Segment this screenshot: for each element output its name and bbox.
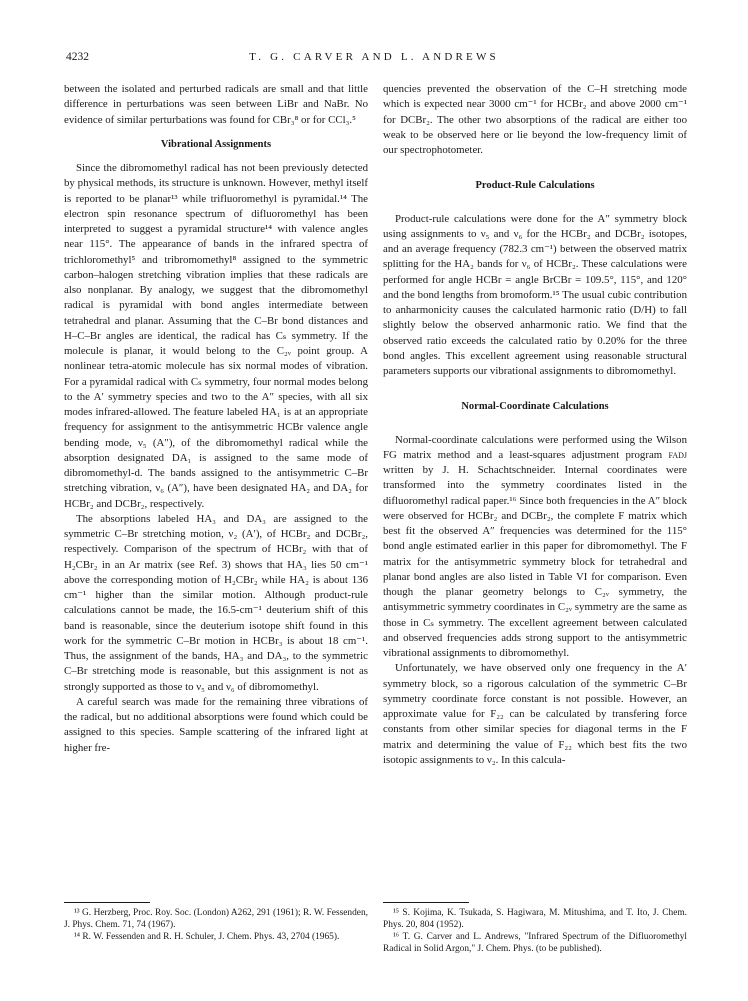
paragraph-vibrational-2: The absorptions labeled HA₃ and DA₃ are assigned to the symmetric C–Br stretching motion, ν₂ (A′), of HCBr₂ and DCBr₂, respectively. Comparison of the spectrum of HCBr₂ with that of H₂CBr₂ in an Ar matrix (see Ref. 3) shows that HA₃ lies 50 cm⁻¹ above the corresponding motion of H₂CBr₂ while HA₂ is about 136 cm⁻¹ higher than the similar motion. Although product-rule calculations cannot be made, the 16.5-cm⁻¹ deuterium shift of this band is reasonable, since the deuterium isotope shift found in this work for the symmetric C–Br motion in HCBr₃ is about 18 cm⁻¹. Thus, the assignment of the bands, HA₃ and DA₃, to the symmetric C–Br stretching mode is reasonable, but this assignment is not as strongly supported as those to ν₅ and ν₆ of dibromomethyl. xyxy=(64,512,368,693)
section-heading-product-rule: Product-Rule Calculations xyxy=(475,180,595,192)
paragraph-vibrational-1: Since the dibromomethyl radical has not been previously detected by physical methods, its structure is unknown. However, methyl itself is reported to be planar¹³ while trifluoromethyl is pyramidal.¹⁴ The electron spin resonance spectrum of difluoromethyl has been interpreted to suggest a pyramidal structure¹⁴ with valence angles near 115°. The appearance of bands in the infrared spectra of trichloromethyl⁵ and tribromomethyl⁸ assigned to the symmetric carbon–halogen stretching vibration implies that these radicals are also nonplanar. By analogy, we suggest that the dibromomethyl radical is pyramidal with bond angles intermediate between tetrahedral and planar. Assuming that the C–Br bond distances and H–C–Br angles are identical, the radical has Cₛ symmetry. If the molecule is planar, it would belong to the C₂ᵥ point group. A nonlinear tetra-atomic molecule has six normal modes of vibration. For a pyramidal radical with Cₛ symmetry, four normal modes belong to the A′ symmetry species and two to the A″ species, with all six modes infrared-allowed. The feature labeled HA₁ is at an appropriate frequency for assignment to the antisymmetric HCBr valence angle bending mode, ν₅ (A″), of the dibromomethyl radical while the absorption designated DA₁ is assigned to the same mode of dibromomethyl-d. The bands assigned to the antisymmetric C–Br stretching vibration, ν₆ (A″), have been designated HA₂ and DA₂ for HCBr₂ and DCBr₂, respectively. xyxy=(64,162,368,510)
left-column xyxy=(64,82,368,756)
footnotes-right xyxy=(383,902,687,955)
footnote-rule xyxy=(383,902,469,903)
page-header xyxy=(66,51,682,69)
footnote-13: ¹³ G. Herzberg, Proc. Roy. Soc. (London) A262, 291 (1961); R. W. Fessenden, J. Phys. Chem. 71, 74 (1967). xyxy=(64,908,368,930)
footnote-rule xyxy=(64,902,150,903)
paragraph-normal-coordinate-1-start: Normal-coordinate calculations were performed using the Wilson FG matrix method and a least-squares adjustment program xyxy=(383,433,687,461)
paragraph-vibrational-3: A careful search was made for the remaining three vibrations of the radical, but no additional absorptions were found which could be assigned to this species. Sample scattering of the infrared light at higher fre- xyxy=(64,695,368,754)
paragraph-intro: between the isolated and perturbed radicals are small and that little difference in perturbations was seen between LiBr and NaBr. No evidence of similar perturbations was found for CBr₃⁸ or for CCl₃.⁵ xyxy=(64,83,368,126)
paragraph-product-rule: Product-rule calculations were done for the A″ symmetry block using assignments to ν₅ and ν₆ for the HCBr₂ and DCBr₂ isotopes, and an average frequency (782.3 cm⁻¹) between the observed matrix splitting for the HA₂ bands for ν₆ of HCBr₂. These calculations were performed for angle HCBr = angle BrCBr = 109.5°, 115°, and 120° and the bond lengths from bromoform.¹⁵ The usual cubic contribution to anharmonicity causes the calculated harmonic ratio (D/H) to fall slightly below the observed anharmonic ratio. We find that the observed ratio exceeds the calculated ratio by 0.20% for the three bond angles. This excellent agreement using reasonable structural parameters supports our vibrational assignments to dibromomethyl. xyxy=(383,212,687,377)
running-title: T. G. CARVER AND L. ANDREWS xyxy=(249,51,499,63)
footnote-16: ¹⁶ T. G. Carver and L. Andrews, "Infrared Spectrum of the Difluoromethyl Radical in Solid Argon," J. Chem. Phys. (to be published). xyxy=(383,932,687,954)
footnote-14: ¹⁴ R. W. Fessenden and R. H. Schuler, J. Chem. Phys. 43, 2704 (1965). xyxy=(74,932,340,942)
paragraph-continued: quencies prevented the observation of the C–H stretching mode which is expected near 3000 cm⁻¹ for HCBr₂ and above 2000 cm⁻¹ for DCBr₂. The other two absorptions of the radical are either too weak to be observed here or lie beyond the low-frequency limit of our spectrophotometer. xyxy=(383,83,687,156)
program-name-fadj: fadj xyxy=(668,448,687,461)
right-column xyxy=(383,82,687,768)
paragraph-normal-coordinate-2: Unfortunately, we have observed only one frequency in the A′ symmetry block, so a rigorous calculation of the symmetric C–Br symmetry coordinate force constant is not possible. However, an approximate value for F₂₂ can be calculated by transfering force constants from other similar species for diagonal terms in the F matrix and determining the value of F₂₂ which best fits the two isotopic assignments to ν₂. In this calcula- xyxy=(383,662,687,766)
section-heading-vibrational-assignments: Vibrational Assignments xyxy=(160,138,272,150)
footnote-15: ¹⁵ S. Kojima, K. Tsukada, S. Hagiwara, M. Mitushima, and T. Ito, J. Chem. Phys. 20, 804 (1952). xyxy=(383,908,687,930)
section-heading-normal-coordinate: Normal-Coordinate Calculations xyxy=(461,401,609,413)
page-number: 4232 xyxy=(66,51,89,63)
paragraph-normal-coordinate-1-end: written by J. H. Schachtschneider. Internal coordinates were transformed into the symmetry coordinates listed in the difluoromethyl radical paper.¹⁶ Since both frequencies in the A″ block were observed for HCBr₂ and DCBr₂, the complete F matrix which best fit the observed A″ frequencies was determined for the 115° bond angle estimated earlier in this paper for dibromomethyl. The F matrix for the antisymmetric symmetry block for tetrahedral and planar bond angles are also listed in Table VI for comparison. Even though the planar geometry belongs to C₂ᵥ symmetry, the antisymmetric symmetry coordinates in C₂ᵥ symmetry are the same as those in Cₛ symmetry. The excellent agreement between calculated and observed frequencies adds strong support to the antisymmetric vibrational assignments to dibromomethyl. xyxy=(383,464,687,659)
paragraph-normal-coordinate-1 xyxy=(383,433,687,662)
footnotes-left xyxy=(64,902,368,943)
